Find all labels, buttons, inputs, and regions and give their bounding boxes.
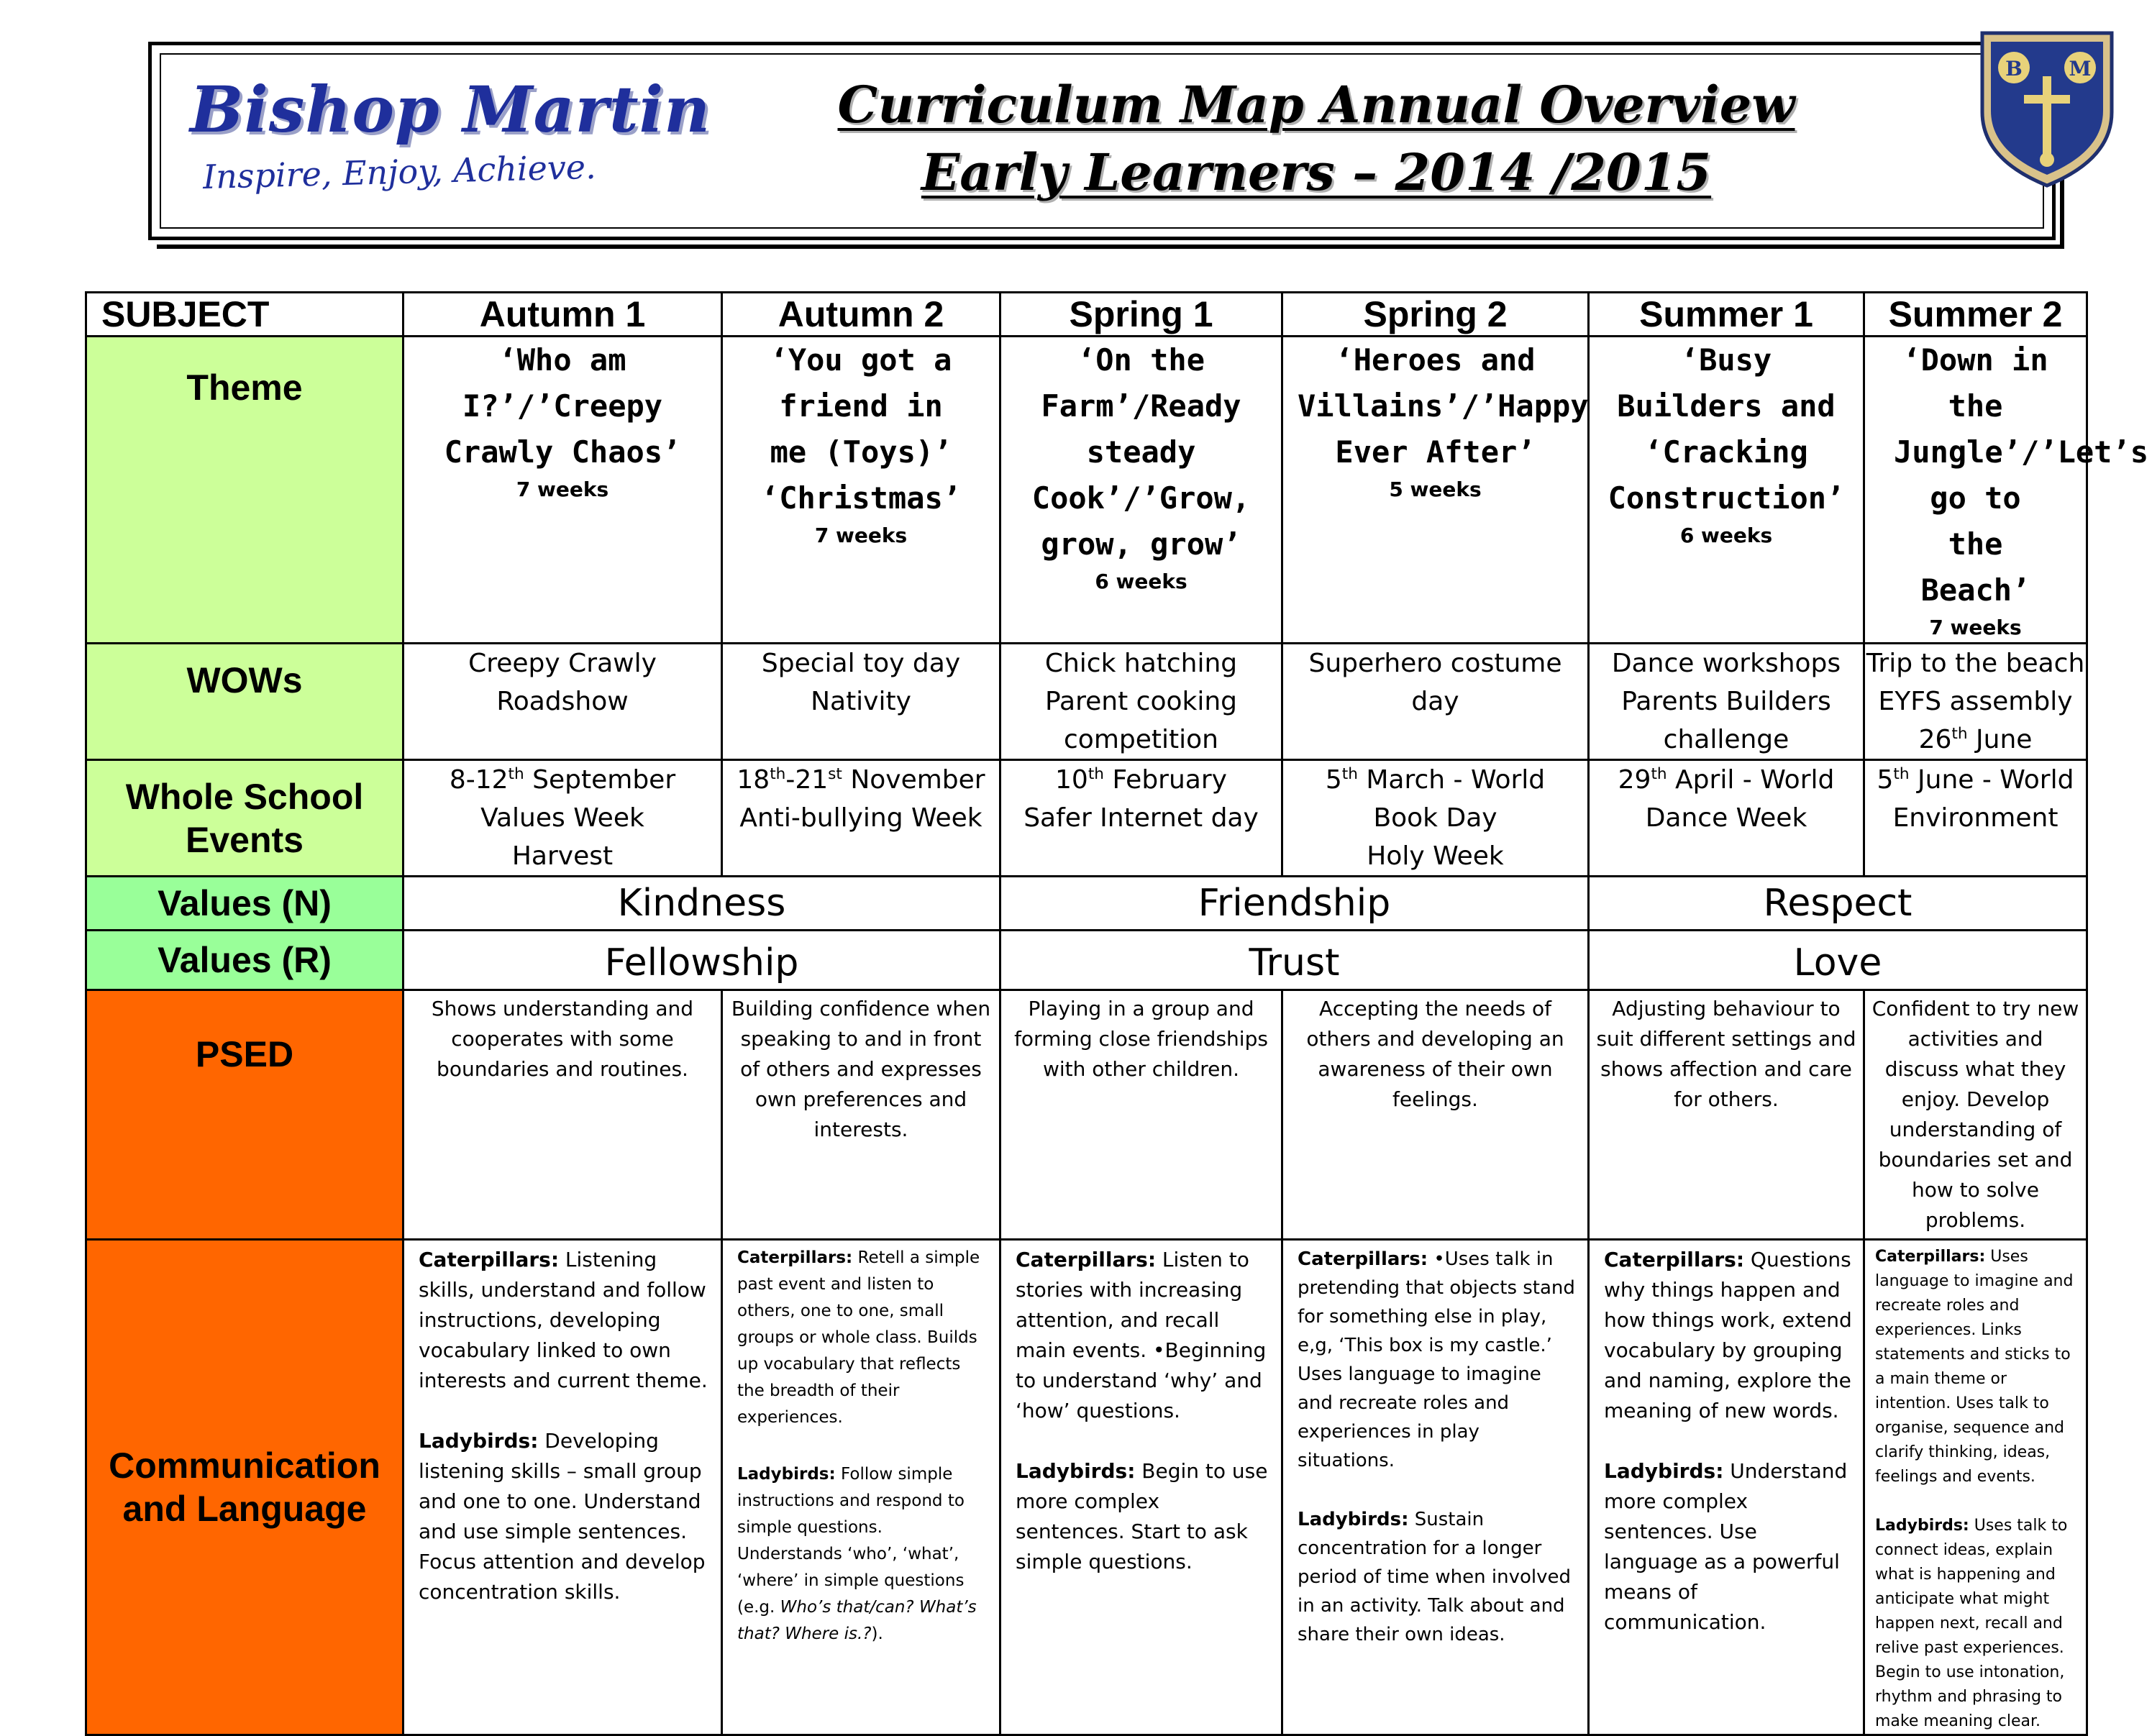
page-title: Curriculum Map Annual Overview — [837, 75, 1795, 134]
theme-label-text: Theme — [186, 367, 303, 408]
term-header-summer-1: Summer 1 — [1589, 293, 1864, 337]
wow-line: day — [1411, 687, 1459, 716]
caterpillars-heading: Caterpillars: — [737, 1248, 853, 1267]
caterpillars-body: Listen to stories with increasing attention, and recall main events. •Beginning to understand ‘why’ and ‘how’ questions. — [1016, 1248, 1267, 1422]
values-r-label-text: Values (R) — [158, 940, 332, 980]
ladybirds-body: Follow simple instructions and respond to simple questions. Understands ‘who’, ‘what’, ‘where’ in simple questions (e.g. — [737, 1465, 965, 1617]
psed-cell: Building confidence when speaking to and in front of others and expresses own preferences and interests. — [722, 990, 1000, 1240]
theme-row — [86, 337, 2087, 644]
crest-letter-b: B — [2005, 57, 2023, 81]
event-line: Safer Internet day — [1023, 803, 1259, 833]
wows-cell — [404, 644, 722, 760]
theme-title: ‘On the Farm’/Ready steady Cook’/’Grow, grow, grow’ — [1031, 342, 1251, 562]
ladybirds-body: Understand more complex sentences. Use language as a powerful means of communication. — [1604, 1459, 1848, 1634]
event-line: Harvest — [511, 841, 614, 871]
theme-cell — [1000, 337, 1282, 644]
value-cell: Kindness — [404, 877, 1000, 931]
value-cell: Love — [1589, 931, 2087, 990]
wow-line: Roadshow — [496, 687, 629, 716]
values-r-label — [86, 931, 404, 990]
theme-cell — [1282, 337, 1589, 644]
theme-cell — [1589, 337, 1864, 644]
theme-title: ‘Down in the Jungle’/’Let’s go to the Beach’ — [1894, 342, 2149, 608]
events-cell — [1000, 760, 1282, 877]
crest-letter-m: M — [2069, 57, 2092, 81]
communication-label — [86, 1240, 404, 1735]
subject-header: SUBJECT — [86, 293, 404, 337]
term-header-spring-2: Spring 2 — [1282, 293, 1589, 337]
crest-cross-vertical — [2043, 76, 2051, 155]
event-month: September — [524, 765, 676, 795]
caterpillars-heading: Caterpillars: — [1604, 1248, 1745, 1271]
wows-cell — [1282, 644, 1589, 760]
psed-cell: Confident to try new activities and discuss what they enjoy. Develop understanding of boundaries set and how to solve problems. — [1864, 990, 2087, 1240]
psed-cell: Adjusting behaviour to suit different settings and shows affection and care for others. — [1589, 990, 1864, 1240]
wows-cell — [1000, 644, 1282, 760]
event-month: June - World — [1909, 765, 2074, 795]
wow-line: Superhero costume — [1308, 649, 1562, 678]
caterpillars-heading: Caterpillars: — [1298, 1248, 1428, 1270]
value-cell: Fellowship — [404, 931, 1000, 990]
theme-cell — [1864, 337, 2149, 644]
ladybirds-text — [1604, 1456, 1853, 1637]
communication-label-line: Communication — [109, 1445, 380, 1486]
events-label — [86, 760, 404, 877]
ladybirds-heading: Ladybirds: — [1875, 1517, 1969, 1535]
wow-line: challenge — [1663, 725, 1789, 754]
values-n-label — [86, 877, 404, 931]
term-header-spring-1: Spring 1 — [1000, 293, 1282, 337]
communication-cell — [404, 1240, 722, 1735]
caterpillars-text — [1016, 1245, 1271, 1426]
psed-label — [86, 990, 404, 1240]
psed-row — [86, 990, 2087, 1240]
theme-cell — [722, 337, 1000, 644]
caterpillars-heading: Caterpillars: — [1016, 1248, 1157, 1271]
communication-cell — [1589, 1240, 1864, 1735]
page-subtitle: Early Learners – 2014 /2015 — [921, 142, 1712, 202]
caterpillars-body: •Uses talk in pretending that objects stand for something else in play, e,g, ‘This box is my castle.’ Uses language to imagine and recreate roles and experiences in play situations. — [1298, 1248, 1575, 1471]
wow-line: Parents Builders — [1621, 687, 1831, 716]
communication-cell — [1282, 1240, 1589, 1735]
wow-date-month: June — [1967, 725, 2033, 754]
caterpillars-heading: Caterpillars: — [1875, 1248, 1986, 1266]
event-day: 5 — [1325, 765, 1342, 795]
school-name: Bishop Martin — [190, 72, 711, 147]
wow-line: competition — [1064, 725, 1218, 754]
event-suffix: th — [1341, 765, 1358, 783]
ladybirds-body: Developing listening skills – small group and one to one. Understand and use simple sentences. Focus attention and develop concentration skills. — [419, 1429, 706, 1604]
caterpillars-body: Listening skills, understand and follow instructions, developing vocabulary linked to own interests and current theme. — [419, 1248, 708, 1392]
caterpillars-text — [419, 1245, 711, 1396]
caterpillars-text — [1604, 1245, 1853, 1426]
event-date — [1590, 761, 1863, 799]
events-label-line: Events — [186, 819, 304, 860]
caterpillars-body: Questions why things happen and how things work, extend vocabulary by grouping and naming, explore the meaning of new words. — [1604, 1248, 1852, 1422]
values-n-label-text: Values (N) — [158, 883, 332, 923]
wow-date-suffix: th — [1951, 725, 1968, 743]
events-cell — [722, 760, 1000, 877]
ladybirds-heading: Ladybirds: — [1298, 1509, 1409, 1530]
theme-title: ‘Who am I?’/’Creepy Crawly Chaos’ — [444, 342, 681, 470]
ladybirds-heading: Ladybirds: — [737, 1465, 836, 1484]
event-line: Values Week — [480, 803, 644, 833]
event-day: 29 — [1618, 765, 1651, 795]
ladybirds-text — [1875, 1514, 2080, 1734]
wow-line: EYFS assembly — [1878, 687, 2073, 716]
caterpillars-text — [1298, 1245, 1577, 1475]
ladybirds-heading: Ladybirds: — [1016, 1459, 1136, 1483]
event-suffix: th — [1088, 765, 1104, 783]
event-date — [723, 761, 999, 799]
term-header-autumn-1: Autumn 1 — [404, 293, 722, 337]
event-line: Book Day — [1373, 803, 1497, 833]
school-motto: Inspire, Enjoy, Achieve. — [202, 147, 597, 197]
theme-weeks: 7 weeks — [516, 478, 609, 501]
communication-label-line: and Language — [122, 1489, 367, 1529]
psed-cell: Accepting the needs of others and developing an awareness of their own feelings. — [1282, 990, 1589, 1240]
event-line: Anti-bullying Week — [739, 803, 982, 833]
psed-label-text: PSED — [195, 1034, 294, 1074]
events-cell — [1589, 760, 1864, 877]
wow-line: Chick hatching — [1044, 649, 1238, 678]
event-date — [404, 761, 721, 799]
event-suffix: th — [1651, 765, 1667, 783]
crest-cross-horizontal — [2024, 95, 2070, 104]
wow-line: Dance workshops — [1611, 649, 1841, 678]
communication-cell — [722, 1240, 1000, 1735]
ladybirds-body: Sustain concentration for a longer period of time when involved in an activity. Talk about and share their own ideas. — [1298, 1509, 1572, 1645]
wows-label-text: WOWs — [186, 660, 303, 700]
event-day-end: -21 — [785, 765, 829, 795]
theme-title: ‘You got a friend in me (Toys)’ ‘Christmas’ — [760, 342, 962, 516]
event-date — [1865, 761, 2086, 799]
term-header-summer-2: Summer 2 — [1864, 293, 2087, 337]
caterpillars-body: Uses language to imagine and recreate roles and experiences. Links statements and sticks to a main theme or intention. Uses talk to organise, sequence and clarify thinking, ideas, feelings and events. — [1875, 1248, 2074, 1486]
event-line: Dance Week — [1645, 803, 1807, 833]
value-cell: Friendship — [1000, 877, 1589, 931]
event-month: March - World — [1357, 765, 1546, 795]
communication-row — [86, 1240, 2087, 1735]
ladybirds-heading: Ladybirds: — [419, 1429, 539, 1453]
values-r-row — [86, 931, 2087, 990]
ladybirds-example: Who’s that/can? What’s that? Where is.? — [737, 1598, 977, 1643]
wow-line: Creepy Crawly — [468, 649, 657, 678]
communication-cell — [1864, 1240, 2087, 1735]
theme-cell — [404, 337, 722, 644]
ladybirds-body-end: ). — [871, 1625, 883, 1643]
theme-weeks: 7 weeks — [814, 524, 908, 547]
school-crest-icon — [1977, 26, 2117, 190]
ladybirds-text — [1016, 1456, 1271, 1577]
wows-cell — [1589, 644, 1864, 760]
events-cell — [1864, 760, 2087, 877]
theme-weeks: 6 weeks — [1679, 524, 1773, 547]
values-n-row — [86, 877, 2087, 931]
event-day: 10 — [1055, 765, 1088, 795]
ladybirds-text — [419, 1426, 711, 1607]
term-header-autumn-2: Autumn 2 — [722, 293, 1000, 337]
caterpillars-body: Retell a simple past event and listen to others, one to one, small groups or whole class. Builds up vocabulary that reflects the breadth of their experiences. — [737, 1248, 980, 1427]
value-cell: Trust — [1000, 931, 1589, 990]
psed-cell: Playing in a group and forming close friendships with other children. — [1000, 990, 1282, 1240]
event-day: 8-12 — [449, 765, 509, 795]
event-date — [1001, 761, 1281, 799]
event-line: Environment — [1892, 803, 2058, 833]
theme-weeks: 7 weeks — [1929, 616, 2022, 639]
wow-line: Parent cooking — [1044, 687, 1238, 716]
event-line: Holy Week — [1367, 841, 1504, 871]
event-day: 18 — [737, 765, 770, 795]
communication-cell — [1000, 1240, 1282, 1735]
event-date — [1283, 761, 1587, 799]
caterpillars-text — [1875, 1245, 2080, 1489]
event-suffix: th — [508, 765, 524, 783]
caterpillars-text — [737, 1245, 989, 1431]
wows-cell — [722, 644, 1000, 760]
wow-line: Trip to the beach — [1866, 649, 2085, 678]
event-month: April - World — [1667, 765, 1835, 795]
events-label-line: Whole School — [125, 776, 364, 817]
wow-line: Special toy day — [761, 649, 961, 678]
ladybirds-heading: Ladybirds: — [1604, 1459, 1724, 1483]
ladybirds-text — [737, 1461, 989, 1648]
ladybirds-body: Uses talk to connect ideas, explain what is happening and anticipate what might happen next, recall and relive past experiences. Begin to use intonation, rhythm and phrasing to make meaning clear. — [1875, 1517, 2068, 1730]
events-row — [86, 760, 2087, 877]
theme-title: ‘Busy Builders and ‘Cracking Construction’ — [1608, 342, 1845, 516]
table-header-row — [86, 293, 2087, 337]
theme-label — [86, 337, 404, 644]
wow-line: Nativity — [811, 687, 911, 716]
caterpillars-heading: Caterpillars: — [419, 1248, 560, 1271]
event-day: 5 — [1877, 765, 1894, 795]
event-suffix: th — [770, 765, 786, 783]
wow-line — [1865, 721, 2086, 759]
theme-title: ‘Heroes and Villains’/’Happy Ever After’ — [1298, 342, 1589, 470]
wows-cell — [1864, 644, 2087, 760]
event-suffix: th — [1893, 765, 1910, 783]
events-cell — [1282, 760, 1589, 877]
wow-date-day: 26 — [1918, 725, 1952, 754]
theme-weeks: 6 weeks — [1095, 570, 1187, 593]
wows-label — [86, 644, 404, 760]
psed-cell: Shows understanding and cooperates with some boundaries and routines. — [404, 990, 722, 1240]
wows-row — [86, 644, 2087, 760]
events-cell — [404, 760, 722, 877]
ladybirds-text — [1298, 1505, 1577, 1649]
event-suffix: st — [828, 765, 842, 783]
theme-weeks: 5 weeks — [1389, 478, 1482, 501]
event-month: February — [1104, 765, 1227, 795]
curriculum-table — [85, 291, 2149, 1736]
value-cell: Respect — [1589, 877, 2087, 931]
ladybirds-body: Begin to use more complex sentences. Start to ask simple questions. — [1016, 1459, 1268, 1573]
event-month: November — [842, 765, 985, 795]
